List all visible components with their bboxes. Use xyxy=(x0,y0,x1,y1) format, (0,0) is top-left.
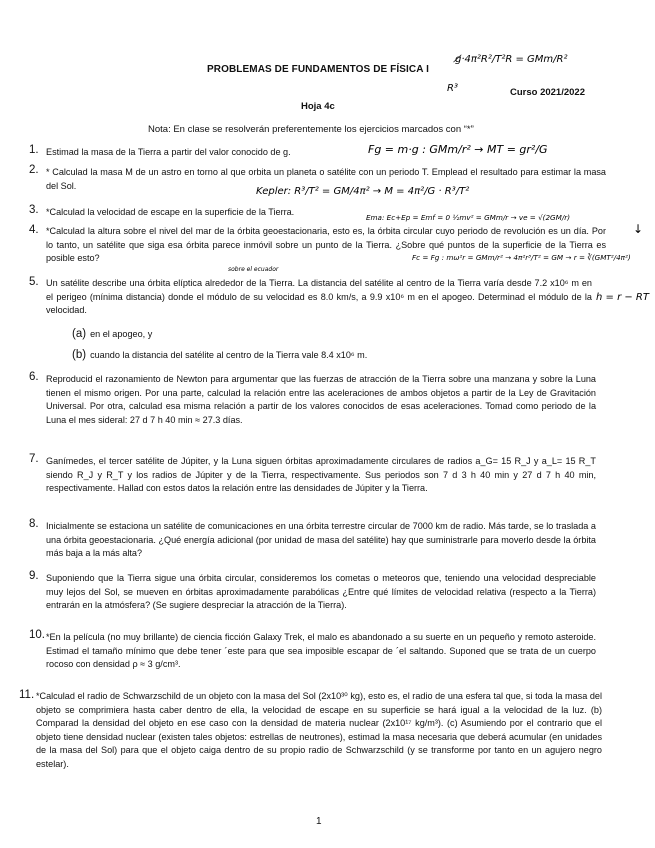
problem-number: 3. xyxy=(29,204,39,216)
problem-number: 7. xyxy=(29,453,39,465)
problem-text: * Calculad la masa M de un astro en torno al que orbita un planeta o satélite con un periodo T. Emplead el resultado para estimar la masa del Sol. xyxy=(46,167,606,191)
problem-text: Ganímedes, el tercer satélite de Júpiter, y la Luna siguen órbitas aproximadamente circulares de radios a_G= 15 R_J y a_L= 15 R_T siendo R_J y R_T y los radios de Júpiter y de la Tierra, respectivamente. Sus periodos son 7 d 3 h 40 min y 27 d 7 h 40 min, respectivamente. Hallad con estos datos la relación entre las densidades de Júpiter y la Tierra. xyxy=(46,456,596,494)
document-title: PROBLEMAS DE FUNDAMENTOS DE FÍSICA I xyxy=(207,64,429,75)
problem-number: 4. xyxy=(29,224,39,236)
note-text: Nota: En clase se resolverán preferentemente los ejercicios marcados con “*” xyxy=(148,124,474,135)
problem-number: 6. xyxy=(29,371,39,383)
handwritten-note-p2: Kepler: R³/T² = GM/4π² → M = 4π²/G · R³/T² xyxy=(256,186,470,197)
handwritten-note-p5: h = r − RT xyxy=(596,292,649,303)
subitem-label: (b) xyxy=(72,349,87,361)
problem-text: *Calculad la velocidad de escape en la superficie de la Tierra. xyxy=(46,207,295,217)
problem-number: 11. xyxy=(19,689,35,701)
problem-number: 9. xyxy=(29,570,39,582)
problem-text: Un satélite describe una órbita elíptica alrededor de la Tierra. La distancia del satélite al centro de la Tierra varía desde 7.2 x10⁶ m en el perigeo (mínima distancia) donde el módulo de su velocidad es 8.0 km/s, a 9.9 x10⁶ m en el apogeo. Determinad el módulo de la velocidad. xyxy=(46,278,592,316)
course-label: Curso 2021/2022 xyxy=(510,87,585,98)
problem-number: 5. xyxy=(29,276,39,288)
handwritten-note-p3: Ema: Ec+Ep = Emf = 0 ½mv² = GMm/r → ve = √(2GM/r) xyxy=(366,213,570,222)
handwritten-note-top: g̸·4π²R²/T²R = GMm/R² xyxy=(455,54,568,65)
handwritten-note-p1: Fg = m·g : GMm/r² → MT = gr²/G xyxy=(368,143,548,156)
problem-text: Reproducid el razonamiento de Newton para argumentar que las fuerzas de atracción de la Tierra sobre una manzana y sobre la Luna tienen el mismo origen. Por una parte, calculad la relación entre las aceleraciones de ambos objetos a partir de la Ley de Gravitación Universal. Por otra, calculad esa misma relación a partir de los valores conocidos de esas aceleraciones. Tomad como periodo de la Luna el mes sideral: 27 d 7 h 40 min ≈ 27.3 días. xyxy=(46,374,596,425)
problem-text: Suponiendo que la Tierra sigue una órbita circular, consideremos los cometas o meteoros que, teniendo una velocidad despreciable muy lejos del Sol, se mueven en órbitas aproximadamente parabólicas ¿Entre qué límites de velocidad relativa (respecto a la Tierra) entrarán en la atmósfera? (Se sugiere despreciar la atracción de la Tierra). xyxy=(46,573,596,611)
problem-number: 1. xyxy=(29,144,39,156)
subitem-label: (a) xyxy=(72,328,87,340)
problem-text: *En la película (no muy brillante) de ciencia ficción Galaxy Trek, el malo es abandonado a su suerte en un pequeño y remoto asteroide. Estimad el tamaño mínimo que debe tener ´este para que sea imposible escapar de ´el saltando. Suponed que se trata de un cuerpo rocoso con densidad ρ ≈ 3 g/cm³. xyxy=(46,632,596,670)
page-number: 1 xyxy=(316,816,322,827)
problem-text: *Calculad la altura sobre el nivel del mar de la órbita geoestacionaria, esto es, la órbita circular cuyo periodo de revolución es un día. Por lo tanto, un satélite que siga esa órbita parece inmóvil sobre un punto de la Tierra. ¿Sobre qué puntos de la superficie de la Tierra es posible esto? xyxy=(46,226,606,264)
handwritten-note-arrow: ↓ xyxy=(633,222,644,236)
handwritten-note-r3: R³ xyxy=(447,83,458,94)
subitem-b xyxy=(72,349,367,361)
problem-number: 2. xyxy=(29,164,39,176)
subitem-a xyxy=(72,328,152,340)
problem-number: 8. xyxy=(29,518,39,530)
handwritten-note-p4b: sobre el ecuador xyxy=(228,266,279,273)
problem-text: Estimad la masa de la Tierra a partir del valor conocido de g. xyxy=(46,147,291,157)
handwritten-note-p4: Fc = Fg : mω²r = GMm/r² → 4π²r³/T² = GM → r = ∛(GMT²/4π²) xyxy=(412,253,631,262)
subitem-text: cuando la distancia del satélite al centro de la Tierra vale 8.4 x10⁶ m. xyxy=(90,350,368,360)
problem-text: Inicialmente se estaciona un satélite de comunicaciones en una órbita terrestre circular de 7000 km de radio. Más tarde, se lo traslada a una órbita geoestacionaria. ¿Qué energía adicional (por unidad de masa del satélite) hay que suministrarle para moverlo desde la órbita más baja a la más alta? xyxy=(46,521,596,559)
subitem-text: en el apogeo, y xyxy=(90,329,153,339)
sheet-label: Hoja 4c xyxy=(301,101,335,112)
problem-text: *Calculad el radio de Schwarzschild de un objeto con la masa del Sol (2x10³⁰ kg), esto es, el radio de una esfera tal que, si toda la masa del objeto se comprimiera hasta caber dentro de ella, la velocidad de escape en su superficie se hará igual a la velocidad de la luz. (b) Comparad la densidad del objeto en ese caso con la densidad de materia nuclear (2x10¹⁷ kg/m³). (c) Asumiendo por el contrario que el objeto tiene densidad nuclear (existen tales objetos: estrellas de neutrones), estimad la masa necesaria que deberá acumular (en unidades de la masa del Sol) para que el objeto caiga dentro de su propio radio de Schwarzschild (y se transforme por tanto en un agujero negro estelar). xyxy=(36,691,602,769)
problem-number: 10. xyxy=(29,629,45,641)
